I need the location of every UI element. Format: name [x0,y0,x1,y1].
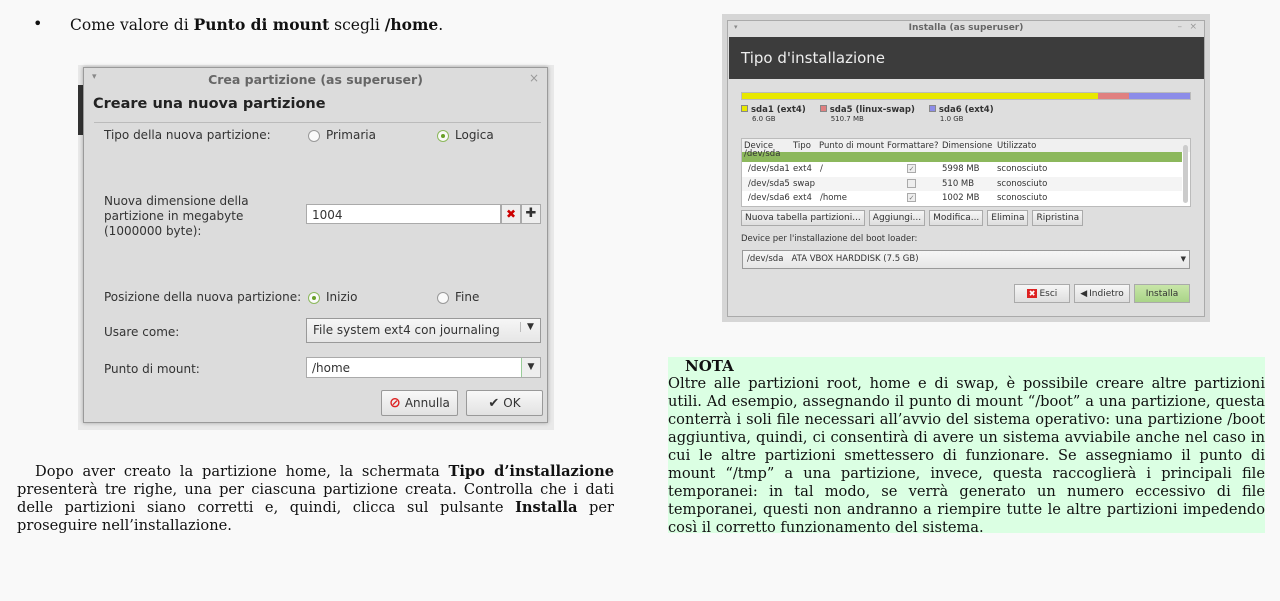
position-label: Posizione della nuova partizione: [104,290,302,304]
forbidden-icon: ⊘ [389,395,401,411]
partition-bar-segment [1098,93,1128,99]
page-title: Tipo d'installazione [741,49,886,67]
button-label: OK [503,396,521,410]
button-label: Annulla [404,396,450,410]
legend-name: sda1 (ext4) [750,105,806,115]
combo-value: /dev/sda ATA VBOX HARDDISK (7.5 GB) [747,254,919,264]
minimize-icon[interactable]: – [1177,22,1182,32]
arrow-left-icon: ◀ [1080,288,1088,299]
text: per proseguire nell’installazione. [17,499,614,534]
text: . [438,16,444,34]
format-checkbox[interactable]: ✓ [908,165,915,173]
note-body: Oltre alle partizioni root, home e di swap, è possibile creare altre partizioni utili. Ad esempio, assegnando il punto di mount “/boot” a una partizione, questa conterrà i soli file necessari all’avvio del sistema operativo: una partizione /boot aggiuntiva, quindi, ci consentirà di avere un sistema avviabile anche nel caso in cui le altre partizioni smettessero di funzionare. Se assegniamo il punto di mount “/tmp” a una partizione, invece, questa raccoglierà i principali file temporanei: in tal modo, se verrà generato un numero eccessivo di file temporanei, questi non andranno a riempire tutte le altre partizioni impedendo così il corretto funzionamento del sistema. [668,375,1265,536]
combo-value: File system ext4 con journaling [313,323,500,337]
increase-button[interactable]: ✚ [521,204,541,224]
radio-label: Inizio [326,290,358,304]
note-box [668,357,1265,536]
window-menu-icon[interactable]: ▾ [92,72,97,82]
cell-mount: /home [820,193,847,203]
legend-swatch [820,105,827,112]
radio-fine[interactable] [437,290,479,304]
dialog-heading: Creare una nuova partizione [93,96,326,112]
column-header[interactable]: Utilizzato [997,141,1037,151]
type-label: Tipo della nuova partizione: [104,128,271,142]
format-checkbox[interactable]: ✓ [908,194,915,202]
cell-device: /dev/sda6 [748,193,790,203]
cell-used: sconosciuto [997,193,1048,203]
table-row-disk[interactable] [742,149,1182,162]
column-header[interactable]: Formattare? [887,141,939,151]
table-buttons [741,210,1083,226]
window-menu-icon[interactable]: ▾ [734,23,738,31]
header-bar [729,37,1204,79]
scrollbar[interactable] [1183,145,1188,203]
size-label [104,194,249,239]
cell-size: 1002 MB [942,193,980,203]
intro-text [70,15,443,34]
partition-bar [741,92,1191,100]
bullet: • [33,14,43,33]
check-icon: ✔ [488,395,500,411]
legend-sda6 [929,105,994,123]
partition-bar-segment [742,93,1098,99]
note-title: NOTA [685,357,734,375]
radio-icon [308,130,320,142]
table-header [742,139,1190,152]
size-label-line: (1000000 byte): [104,224,202,238]
delete-button[interactable]: Elimina [987,210,1028,226]
installer-screenshot [722,14,1210,322]
cell-device: /dev/sda5 [748,178,790,189]
text: presenterà tre righe, una per ciascuna partizione creata. Controlla che i dati delle partizioni siano corretti e, quindi, clicca sul pulsante [17,481,614,516]
table-row[interactable] [742,177,1182,191]
partition-bar-segment [1129,93,1190,99]
new-partition-table-button[interactable]: Nuova tabella partizioni... [741,210,865,226]
bootloader-combo[interactable] [742,250,1190,269]
close-icon: ✖ [1028,289,1036,298]
cell-mount: / [820,164,823,174]
mount-point-combo[interactable] [306,357,541,378]
legend-name: sda6 (ext4) [938,105,994,115]
column-header[interactable]: Tipo [793,141,811,151]
radio-icon [437,292,449,304]
partition-table [741,138,1191,207]
install-button[interactable]: Installa [1134,284,1190,303]
text: Dopo aver creato la partizione home, la schermata [35,463,449,480]
legend-swatch [741,105,748,112]
radio-selected-icon [437,130,449,142]
text: scegli [329,16,385,34]
quit-button[interactable] [1014,284,1070,303]
bold-text: Tipo d’installazione [448,463,615,480]
cell: /dev/sda [744,149,781,159]
instruction-paragraph [17,463,614,535]
size-label-line: Nuova dimensione della [104,194,249,208]
radio-logica[interactable] [437,128,494,142]
use-as-combo[interactable] [306,318,541,343]
column-header[interactable]: Dimensione [942,141,993,151]
mount-label: Punto di mount: [104,362,200,376]
legend-swatch [929,105,936,112]
chevron-down-icon: ▼ [520,322,540,332]
cell-size: 510 MB [942,178,975,189]
legend-size: 1.0 GB [939,115,964,123]
cell-used: sconosciuto [997,164,1048,174]
column-header[interactable]: Punto di mount [819,141,885,151]
radio-label: Logica [455,128,494,142]
decrease-button[interactable]: ✖ [501,204,521,224]
cell-size: 5998 MB [942,164,980,174]
ok-button[interactable] [466,390,543,416]
cell-used: sconosciuto [997,178,1048,189]
size-label-line: partizione in megabyte [104,209,244,223]
chevron-down-icon: ▼ [521,358,540,377]
installer-window [727,20,1205,317]
format-checkbox[interactable] [907,179,916,188]
use-label: Usare come: [104,325,180,339]
radio-label: Primaria [326,128,376,142]
radio-primaria[interactable] [308,128,376,142]
create-partition-screenshot [78,65,554,430]
legend-size: 6.0 GB [752,115,776,123]
legend-name: sda5 (linux-swap) [829,105,915,115]
close-icon[interactable]: × [1189,22,1197,32]
bold-text: /home [384,15,439,34]
column-header[interactable]: Device [744,141,774,151]
modify-button[interactable]: Modifica... [929,210,983,226]
radio-label: Fine [455,290,480,304]
divider [94,122,541,123]
radio-selected-icon [308,292,320,304]
window-title: Crea partizione (as superuser) [208,72,423,87]
radio-inizio[interactable] [308,290,357,304]
partition-legend [741,105,994,123]
text: Come valore di [70,16,194,34]
back-button[interactable] [1074,284,1130,303]
window-title: Installa (as superuser) [908,23,1024,33]
revert-button[interactable]: Ripristina [1032,210,1083,226]
add-button[interactable]: Aggiungi... [869,210,925,226]
cell-device: /dev/sda1 [748,164,790,174]
bootloader-label: Device per l'installazione del boot loader: [741,234,918,244]
table-row[interactable] [742,162,1182,176]
cancel-button[interactable] [381,390,458,416]
legend-sda1 [741,105,806,123]
button-label: Indietro [1089,288,1124,299]
close-icon[interactable]: × [528,71,539,85]
button-label: Esci [1039,288,1058,299]
combo-value: /home [312,361,351,375]
cell-type: swap [793,178,815,189]
chevron-down-icon: ▼ [1180,255,1186,263]
table-row[interactable] [742,191,1182,205]
cell-type: ext4 [793,193,812,203]
bold-text: Punto di mount [193,15,330,34]
cell-type: ext4 [793,164,812,174]
bold-text: Installa [515,499,578,516]
size-input[interactable]: 1004 [306,204,501,224]
create-partition-dialog [83,67,548,423]
legend-sda5 [820,105,915,123]
legend-size: 510.7 MB [830,115,864,123]
